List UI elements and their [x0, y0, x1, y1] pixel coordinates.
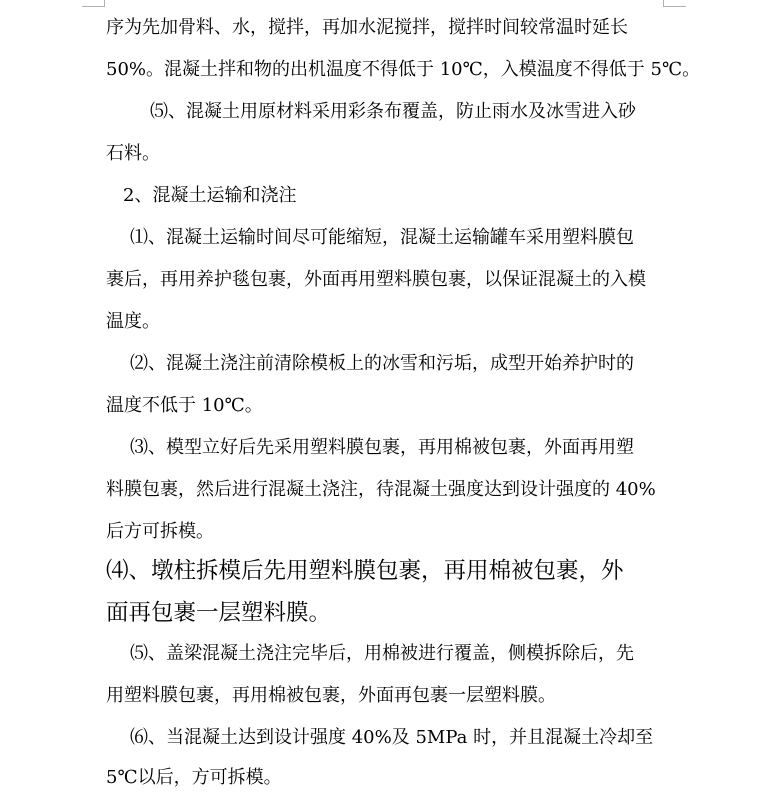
text-line-1: 序为先加骨料、水，搅拌，再加水泥搅拌，搅拌时间较常温时延长 — [106, 17, 628, 38]
text-line-11: ⑶、模型立好后先采用塑料膜包裹，再用棉被包裹，外面再用塑 — [130, 437, 634, 458]
text-line-18: ⑹、当混凝土达到设计强度 40%及 5MPa 时，并且混凝土冷却至 — [130, 727, 654, 748]
text-line-19: 5℃以后，方可拆模。 — [106, 767, 282, 788]
page-corner-mark-right — [663, 0, 686, 7]
page-corner-mark-left — [82, 0, 105, 7]
text-line-16: ⑸、盖梁混凝土浇注完毕后，用棉被进行覆盖，侧模拆除后，先 — [130, 643, 634, 664]
text-line-9: ⑵、混凝土浇注前清除模板上的冰雪和污垢，成型开始养护时的 — [130, 353, 634, 374]
text-line-14-large: ⑷、墩柱拆模后先用塑料膜包裹，再用棉被包裹，外 — [106, 558, 624, 584]
text-line-12: 料膜包裹，然后进行混凝土浇注，待混凝土强度达到设计强度的 40% — [106, 479, 656, 500]
text-line-8: 温度。 — [106, 311, 160, 332]
text-line-7: 裹后，再用养护毯包裹，外面再用塑料膜包裹，以保证混凝土的入模 — [106, 269, 646, 290]
text-line-4: 石料。 — [106, 143, 160, 164]
text-line-17: 用塑料膜包裹，再用棉被包裹，外面再包裹一层塑料膜。 — [106, 685, 556, 706]
text-line-6: ⑴、混凝土运输时间尽可能缩短，混凝土运输罐车采用塑料膜包 — [130, 227, 634, 248]
text-line-10: 温度不低于 10℃。 — [106, 395, 263, 416]
section-heading: 2、混凝土运输和浇注 — [123, 185, 297, 206]
text-line-13: 后方可拆模。 — [106, 521, 214, 542]
text-line-3: ⑸、混凝土用原材料采用彩条布覆盖，防止雨水及冰雪进入砂 — [150, 101, 636, 122]
text-line-15-large: 面再包裹一层塑料膜。 — [106, 600, 332, 626]
text-line-2: 50%。混凝土拌和物的出机温度不得低于 10℃，入模温度不得低于 5℃。 — [106, 59, 701, 80]
